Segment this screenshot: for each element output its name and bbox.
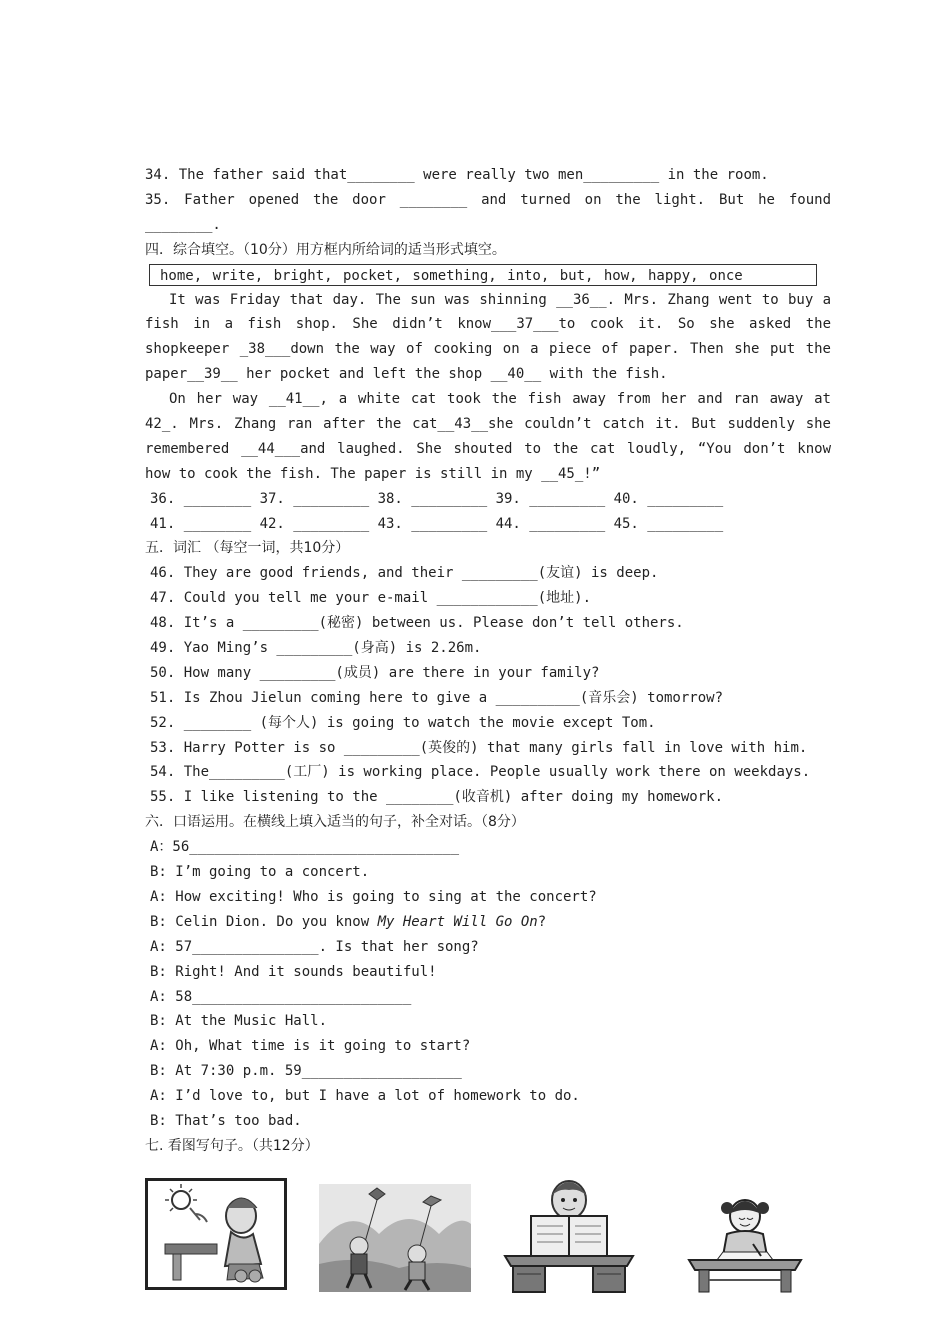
passage-line: shopkeeper _38___down the way of cooking on a piece of paper. Then she put the <box>145 341 831 358</box>
picture-row <box>145 1178 835 1296</box>
kids-flying-kites-image <box>319 1184 471 1292</box>
question-35-line2: ________. <box>145 216 221 233</box>
vocab-question: 55. I like listening to the ________(收音机) after doing my homework. <box>150 789 724 806</box>
dialog-line: B: That’s too bad. <box>150 1112 302 1129</box>
dialog-line: B: I’m going to a concert. <box>150 864 370 881</box>
passage-line: On her way __41__, a white cat took the fish away from her and ran away at <box>169 391 831 408</box>
section-4-title: 四．综合填空。（10分）用方框内所给词的适当形式填空。 <box>145 241 506 258</box>
vocab-question: 46. They are good friends, and their _________(友谊) is deep. <box>150 565 659 582</box>
section-6-title: 六．口语运用。在横线上填入适当的句子，补全对话。（8分） <box>145 814 525 831</box>
vocab-question: 49. Yao Ming’s _________(身高) is 2.26m. <box>150 640 482 657</box>
vocab-question: 48. It’s a _________(秘密) between us. Please don’t tell others. <box>150 615 684 632</box>
dialog-line <box>145 910 831 935</box>
question-35-line1: 35. Father opened the door ________ and turned on the light. But he found <box>145 191 831 208</box>
dialog-line: B: At 7:30 p.m. 59___________________ <box>150 1063 462 1080</box>
word-box: home, write, bright, pocket, something, into, but, how, happy, once <box>149 264 817 286</box>
dialog-text-end: ? <box>537 913 547 930</box>
passage-line: It was Friday that day. The sun was shinning __36__. Mrs. Zhang went to buy a <box>169 291 831 308</box>
boy-at-desk-image <box>145 1178 287 1290</box>
passage-line: remembered __44___and laughed. She shouted to the cat loudly, “You don’t know <box>145 440 831 457</box>
dialog-line: B: At the Music Hall. <box>150 1013 328 1030</box>
song-title: My Heart Will Go On <box>377 913 538 930</box>
answer-blanks-row: 41. ________ 42. _________ 43. _________ 44. _________ 45. _________ <box>150 515 724 532</box>
passage-line: fish in a fish shop. She didn’t know___37___to cook it. So she asked the <box>145 316 831 333</box>
vocab-question: 47. Could you tell me your e-mail ____________(地址). <box>150 590 592 607</box>
dialog-line: A: 57_______________. Is that her song? <box>150 938 479 955</box>
answer-blanks-row: 36. ________ 37. _________ 38. _________ 39. _________ 40. _________ <box>150 490 724 507</box>
man-reading-newspaper-image <box>501 1178 637 1294</box>
girl-writing-image <box>683 1196 807 1294</box>
dialog-text: B: Celin Dion. Do you know <box>150 913 378 930</box>
vocab-question: 53. Harry Potter is so _________(英俊的) that many girls fall in love with him. <box>150 739 808 756</box>
vocab-question: 51. Is Zhou Jielun coming here to give a __________(音乐会) tomorrow? <box>150 689 724 706</box>
dialog-line: B: Right! And it sounds beautiful! <box>150 963 437 980</box>
vocab-question: 54. The_________(工厂) is working place. People usually work there on weekdays. <box>150 764 811 781</box>
worksheet-content <box>145 163 831 1159</box>
passage-line: paper__39__ her pocket and left the shop __40__ with the fish. <box>145 366 668 383</box>
passage-line: 42_. Mrs. Zhang ran after the cat__43__she couldn’t catch it. But suddenly she <box>145 416 831 433</box>
vocab-question: 50. How many _________(成员) are there in your family? <box>150 664 600 681</box>
passage-line: how to cook the fish. The paper is still in my __45_!” <box>145 465 601 482</box>
dialog-line: A: I’d love to, but I have a lot of homework to do. <box>150 1088 580 1105</box>
section-7-title: 七. 看图写句子。（共12分） <box>145 1137 319 1154</box>
dialog-line: A: How exciting! Who is going to sing at the concert? <box>150 888 597 905</box>
dialog-line: A: Oh, What time is it going to start? <box>150 1038 471 1055</box>
question-34: 34. The father said that________ were really two men_________ in the room. <box>145 167 769 183</box>
dialog-line: A：56________________________________ <box>150 839 460 856</box>
vocab-question: 52. ________ (每个人) is going to watch the movie except Tom. <box>150 714 656 731</box>
dialog-line: A: 58__________________________ <box>150 988 412 1005</box>
section-5-title: 五．词汇 （每空一词，共10分） <box>145 540 350 557</box>
